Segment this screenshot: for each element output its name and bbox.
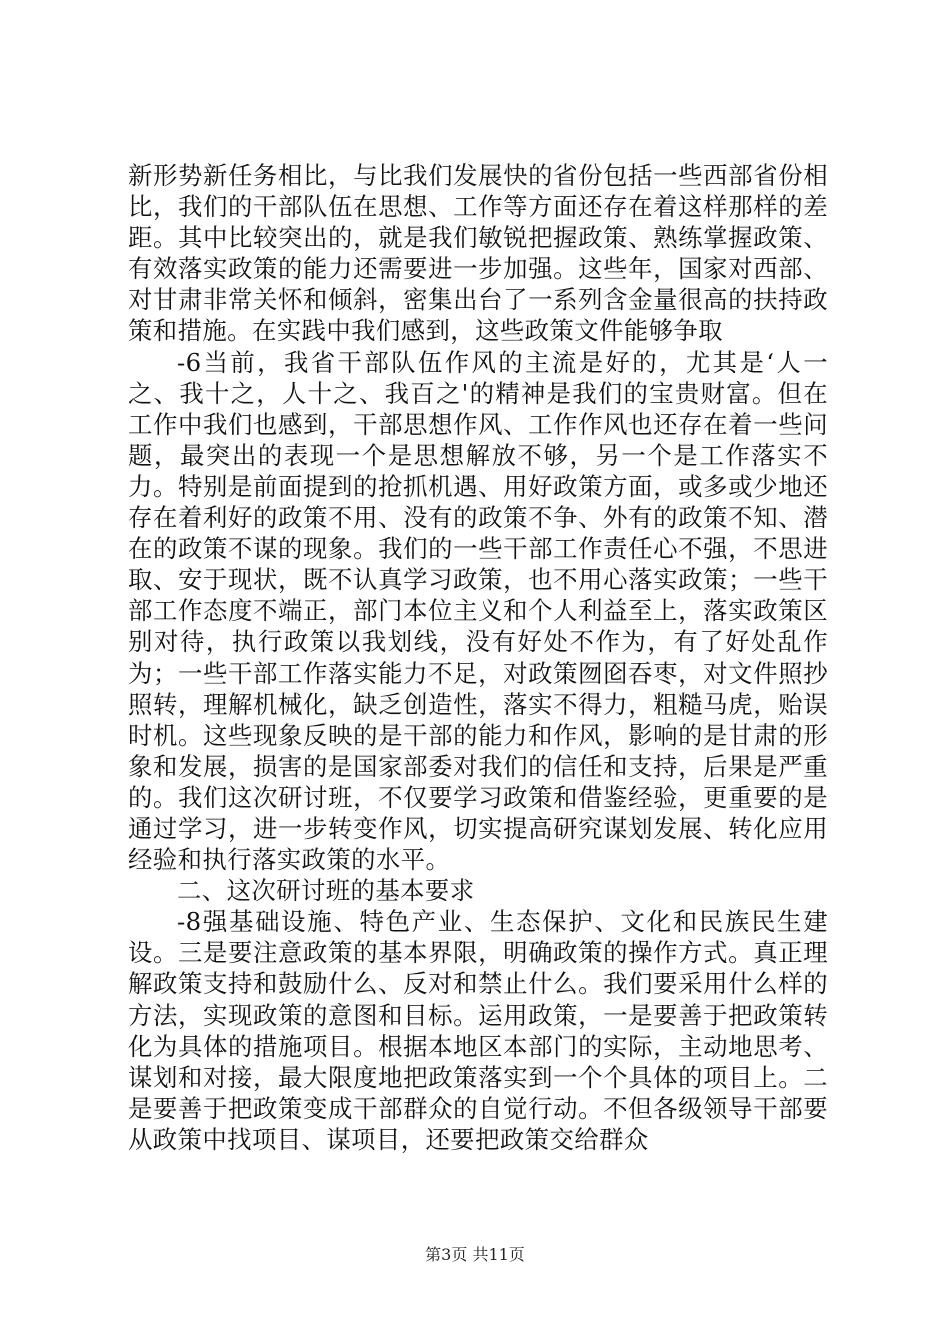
section-heading: 二、这次研讨班的基本要求 xyxy=(177,876,475,906)
paragraph-3: -8强基础设施、特色产业、生态保护、文化和民族民生建设。三是要注意政策的基本界限，明确政策的操作方式。真正理解政策支持和鼓励什么、反对和禁止什么。我们要采用什么样的方法，实现政策的意图和目标。运用政策，一是要善于把政策转化为具体的措施项目。根据本地区本部门的实际，主动地思考、谋划和对接，最大限度地把政策落实到一个个具体的项目上。二是要善于把政策变成干部群众的自觉行动。不但各级领导干部要从政策中找项目、谋项目，还要把政策交给群众 xyxy=(128,907,828,1154)
paragraph-2: -6当前，我省干部队伍作风的主流是好的，尤其是‘人一之、我十之，人十之、我百之'的精神是我们的宝贵财富。但在工作中我们也感到，干部思想作风、工作作风也还存在着一些问题，最突出的表现一个是思想解放不够，另一个是工作落实不力。特别是前面提到的抢抓机遇、用好政策方面，或多或少地还存在着利好的政策不用、没有的政策不争、外有的政策不知、潜在的政策不谋的现象。我们的一些干部工作责任心不强，不思进取、安于现状，既不认真学习政策，也不用心落实政策；一些干部工作态度不端正，部门本位主义和个人利益至上，落实政策区别对待，执行政策以我划线，没有好处不作为，有了好处乱作为；一些干部工作落实能力不足，对政策囫囵吞枣，对文件照抄照转，理解机械化，缺乏创造性，落实不得力，粗糙马虎，贻误时机。这些现象反映的是干部的能力和作风，影响的是甘肃的形象和发展，损害的是国家部委对我们的信任和支持，后果是严重的。我们这次研讨班，不仅要学习政策和借鉴经验，更重要的是通过学习，进一步转变作风，切实提高研究谋划发展、转化应用经验和执行落实政策的水平。 xyxy=(128,347,828,875)
paragraph-1: 新形势新任务相比，与比我们发展快的省份包括一些西部省份相比，我们的干部队伍在思想、工作等方面还存在着这样那样的差距。其中比较突出的，就是我们敏锐把握政策、熟练掌握政策、有效落实政策的能力还需要进一步加强。这些年，国家对西部、对甘肃非常关怀和倾斜，密集出台了一系列含金量很高的扶持政策和措施。在实践中我们感到，这些政策文件能够争取 xyxy=(128,161,828,346)
page-footer: 第3页 共11页 xyxy=(425,1245,525,1264)
document-body xyxy=(128,160,828,1155)
